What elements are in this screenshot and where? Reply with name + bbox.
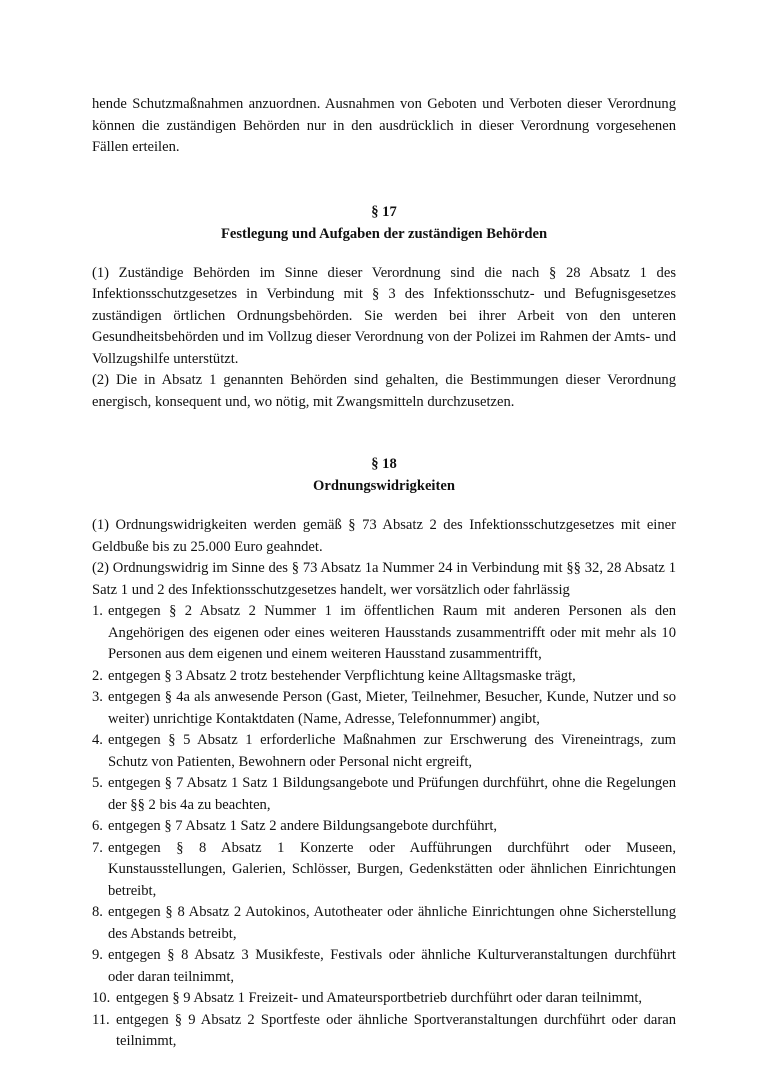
- intro-paragraph: hende Schutzmaßnahmen anzuordnen. Ausnahmen von Geboten und Verboten dieser Verordnung können die zuständigen Behörden nur in den ausdrücklich in dieser Verordnung vorgesehenen Fällen erteilen.: [92, 96, 676, 155]
- list-item-number: 4.: [92, 732, 103, 748]
- document-page: [92, 94, 676, 1053]
- list-item-number: 9.: [92, 947, 103, 963]
- list-item: [92, 687, 676, 730]
- section-17-title: Festlegung und Aufgaben der zuständigen Behörden: [220, 225, 548, 242]
- list-item: [92, 902, 676, 945]
- list-item-text: entgegen § 2 Absatz 2 Nummer 1 im öffentlichen Raum mit anderen Personen als den Angehörigen des eigenen oder eines weiteren Hausstands zusammentrifft oder mit mehr als 10 Personen aus dem eigenen und einem weiteren Hausstand zusammentrifft,: [108, 603, 676, 662]
- section-18-paragraph-1: (1) Ordnungswidrigkeiten werden gemäß § 73 Absatz 2 des Infektionsschutzgesetzes mit einer Geldbuße bis zu 25.000 Euro geahndet.: [92, 517, 676, 555]
- list-item-text: entgegen § 9 Absatz 2 Sportfeste oder ähnliche Sportveranstaltungen durchführt oder daran teilnimmt,: [116, 1011, 676, 1049]
- list-item-text: entgegen § 7 Absatz 1 Satz 2 andere Bildungsangebote durchführt,: [108, 818, 498, 834]
- section-17-number: § 17: [371, 203, 397, 220]
- section-18-title: Ordnungswidrigkeiten: [313, 478, 455, 494]
- list-item: [92, 601, 676, 666]
- list-item-number: 11.: [92, 1011, 110, 1028]
- list-item: [92, 838, 676, 903]
- list-item: [92, 730, 676, 773]
- list-item-text: entgegen § 7 Absatz 1 Satz 1 Bildungsangebote und Prüfungen durchführt, ohne die Regelungen der §§ 2 bis 4a zu beachten,: [108, 775, 676, 813]
- list-item: [92, 945, 676, 988]
- list-item-text: entgegen § 4a als anwesende Person (Gast, Mieter, Teilnehmer, Besucher, Kunde, Nutzer und so weiter) unrichtige Kontaktdaten (Name, Adresse, Telefonnummer) angibt,: [108, 689, 676, 727]
- section-17-body: [92, 263, 676, 414]
- section-18-paragraph-2: (2) Ordnungswidrig im Sinne des § 73 Absatz 1a Nummer 24 in Verbindung mit §§ 32, 28 Absatz 1 Satz 1 und 2 des Infektionsschutzgesetzes handelt, wer vorsätzlich oder fahrlässig: [92, 560, 676, 598]
- list-item: [92, 1010, 676, 1053]
- list-item-number: 6.: [92, 818, 103, 834]
- list-item-number: 8.: [92, 904, 103, 920]
- list-item-number: 2.: [92, 667, 103, 684]
- list-item-text: entgegen § 5 Absatz 1 erforderliche Maßnahmen zur Erschwerung des Vireneintrags, zum Schutz von Patienten, Bewohnern oder Personal nicht ergreift,: [108, 732, 676, 770]
- list-item-number: 7.: [92, 839, 103, 856]
- section-18-body: [92, 515, 676, 1053]
- list-item-number: 3.: [92, 689, 103, 705]
- list-item-text: entgegen § 8 Absatz 1 Konzerte oder Aufführungen durchführt oder Museen, Kunstausstellungen, Galerien, Schlösser, Burgen, Gedenkstätten oder ähnlichen Einrichtungen betreibt,: [108, 839, 676, 899]
- section-17-paragraph-1: (1) Zuständige Behörden im Sinne dieser Verordnung sind die nach § 28 Absatz 1 des Infektionsschutzgesetzes in Verbindung mit § 3 des Infektionsschutz- und Befugnisgesetzes zuständigen örtlichen Ordnungsbehörden. Sie werden bei ihrer Arbeit von den unteren Gesundheitsbehörden und im Vollzug dieser Verordnung von der Polizei im Rahmen der Amts- und Vollzugshilfe unterstützt.: [92, 264, 676, 367]
- list-item: [92, 816, 676, 838]
- list-item-text: entgegen § 9 Absatz 1 Freizeit- und Amateursportbetrieb durchführt oder daran teilnimmt,: [116, 990, 643, 1006]
- section-18-heading: [92, 453, 676, 497]
- section-18-number: § 18: [371, 456, 397, 472]
- list-item: [92, 773, 676, 816]
- list-item-text: entgegen § 3 Absatz 2 trotz bestehender Verpflichtung keine Alltagsmaske trägt,: [108, 667, 576, 684]
- section-17-heading: [92, 201, 676, 245]
- section-17-paragraph-2: (2) Die in Absatz 1 genannten Behörden sind gehalten, die Bestimmungen dieser Verordnung energisch, konsequent und, wo nötig, mit Zwangsmitteln durchzusetzen.: [92, 372, 676, 410]
- list-item-number: 1.: [92, 603, 103, 619]
- list-item-text: entgegen § 8 Absatz 2 Autokinos, Autotheater oder ähnliche Einrichtungen ohne Sicherstellung des Abstands betreibt,: [108, 904, 676, 942]
- list-item-text: entgegen § 8 Absatz 3 Musikfeste, Festivals oder ähnliche Kulturveranstaltungen durchführt oder daran teilnimmt,: [108, 947, 676, 985]
- list-item: [92, 988, 676, 1010]
- list-item-number: 10.: [92, 990, 111, 1006]
- offence-list: [92, 601, 676, 1053]
- list-item: [92, 666, 676, 688]
- list-item-number: 5.: [92, 775, 103, 791]
